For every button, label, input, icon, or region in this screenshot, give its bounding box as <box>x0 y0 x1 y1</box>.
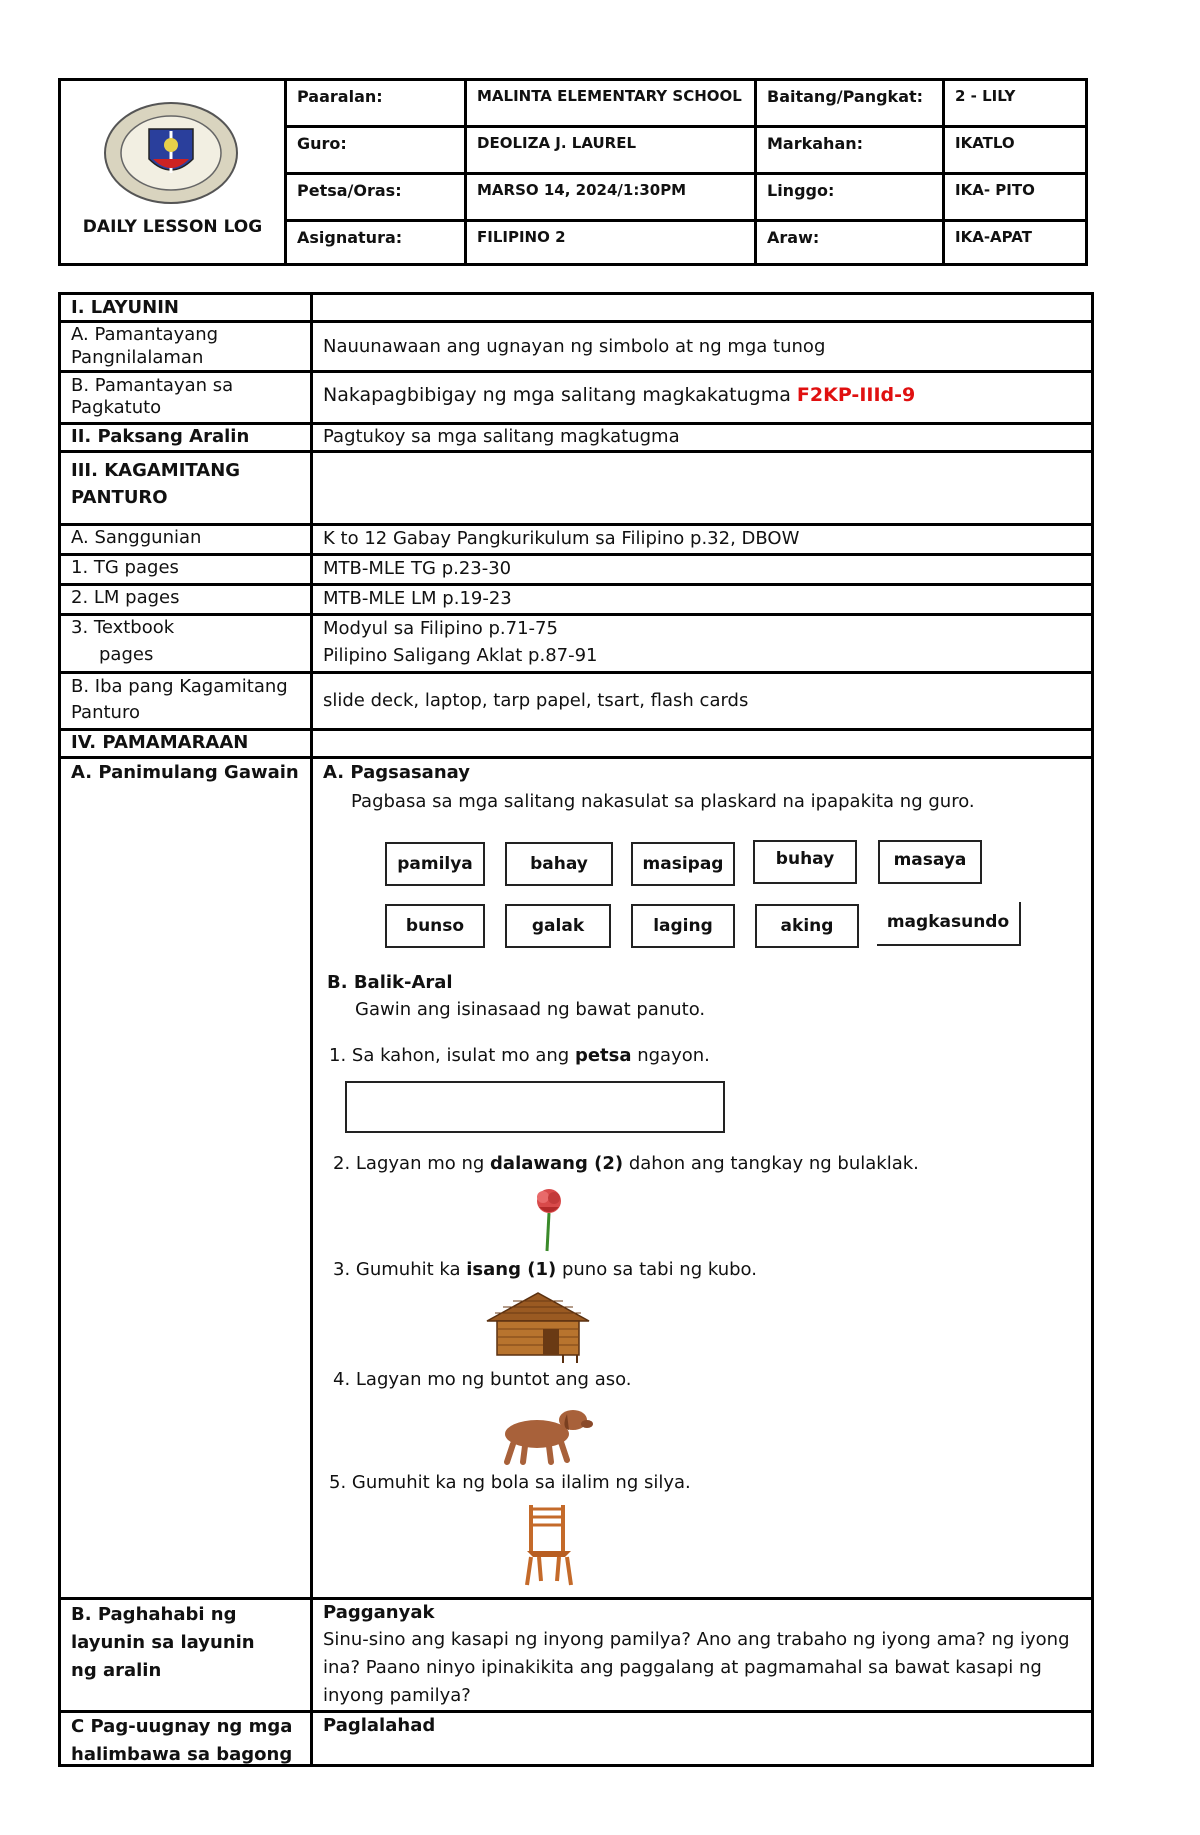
label-markahan: Markahan: <box>757 128 945 175</box>
flashcard-word: bahay <box>505 842 613 886</box>
value-markahan: IKATLO <box>945 128 1085 175</box>
flashcard-word: masipag <box>631 842 735 886</box>
flashcard-word: bunso <box>385 904 485 948</box>
flashcard-word: pamilya <box>385 842 485 886</box>
pagkatuto-text: Nakapagbibigay ng mga salitang magkakatugma <box>323 384 791 406</box>
pagganyak-title: Pagganyak <box>323 1602 435 1623</box>
section-kagamitang-panturo: III. KAGAMITANG PANTURO <box>71 460 241 508</box>
deped-seal-icon <box>103 101 239 205</box>
value-textbook-1: Modyul sa Filipino p.71-75 <box>323 618 558 639</box>
label-guro: Guro: <box>287 128 467 175</box>
pagganyak-text: Sinu-sino ang kasapi ng inyong pamilya? Ano ang trabaho ng iyong ama? ng iyong ina? Paano ninyo ipinakikita ang paggalang at pagmamahal sa bawat kasapi ng inyong pamilya? <box>323 1629 1070 1706</box>
label-tg-pages: 1. TG pages <box>71 557 179 578</box>
column-divider <box>310 295 313 1764</box>
label-linggo: Linggo: <box>757 175 945 222</box>
flashcard-word: buhay <box>753 840 857 884</box>
item-bold: isang (1) <box>466 1259 557 1280</box>
value-petsa: MARSO 14, 2024/1:30PM <box>467 175 757 222</box>
label-textbook: 3. Textbook <box>71 617 175 638</box>
section-layunin: I. LAYUNIN <box>71 297 179 318</box>
balik-aral-item-3 <box>333 1256 1093 1283</box>
item-bold: dalawang (2) <box>490 1153 624 1174</box>
item-text: puno sa tabi ng kubo. <box>556 1259 757 1280</box>
item-text: 2. Lagyan mo ng <box>333 1153 491 1174</box>
item-text: 3. Gumuhit ka <box>333 1259 467 1280</box>
label-paguugnay: C Pag-uugnay ng mga halimbawa sa bagong <box>71 1716 293 1765</box>
flashcard-word: laging <box>631 904 735 948</box>
balik-aral-item-1 <box>329 1042 1089 1069</box>
label-panimulang-gawain: A. Panimulang Gawain <box>71 762 299 783</box>
hut-icon <box>483 1291 593 1363</box>
header-table <box>58 78 1088 266</box>
doc-title: DAILY LESSON LOG <box>82 217 263 237</box>
label-pamantayan-pagkatuto: B. Pamantayan sa Pagkatuto <box>71 375 234 418</box>
chair-icon <box>519 1501 579 1587</box>
label-araw: Araw: <box>757 222 945 263</box>
flashcard-word: magkasundo <box>877 902 1021 946</box>
value-iba-pang-kagamitan: slide deck, laptop, tarp papel, tsart, flash cards <box>323 690 749 711</box>
item-bold: petsa <box>574 1045 632 1066</box>
value-pamantayang-pangnilalaman: Nauunawaan ang ugnayan ng simbolo at ng mga tunog <box>323 336 826 357</box>
flashcard-word: galak <box>505 904 611 948</box>
label-baitang: Baitang/Pangkat: <box>757 81 945 128</box>
label-petsa: Petsa/Oras: <box>287 175 467 222</box>
value-textbook-2: Pilipino Saligang Aklat p.87-91 <box>323 645 598 666</box>
label-lm-pages: 2. LM pages <box>71 587 180 608</box>
row-divider <box>61 370 1091 373</box>
label-asignatura: Asignatura: <box>287 222 467 263</box>
item-text: dahon ang tangkay ng bulaklak. <box>623 1153 919 1174</box>
value-guro: DEOLIZA J. LAUREL <box>467 128 757 175</box>
value-paksang-aralin: Pagtukoy sa mga salitang magkatugma <box>323 426 680 447</box>
value-asignatura: FILIPINO 2 <box>467 222 757 263</box>
value-baitang: 2 - LILY <box>945 81 1085 128</box>
paglalahad-title: Paglalahad <box>323 1715 436 1736</box>
row-divider <box>61 450 1091 453</box>
label-pamantayang-pangnilalaman: A. Pamantayang Pangnilalaman <box>71 324 219 368</box>
label-sanggunian: A. Sanggunian <box>71 527 202 548</box>
lesson-table <box>58 292 1094 1767</box>
flashcard-word: masaya <box>878 840 982 884</box>
value-tg-pages: MTB-MLE TG p.23-30 <box>323 558 512 579</box>
balik-aral-item-2 <box>333 1150 1093 1177</box>
value-paaralan: MALINTA ELEMENTARY SCHOOL <box>467 81 757 128</box>
section-pamamaraan: IV. PAMAMARAAN <box>71 732 249 753</box>
value-lm-pages: MTB-MLE LM p.19-23 <box>323 588 512 609</box>
label-paaralan: Paaralan: <box>287 81 467 128</box>
logo-cell <box>61 81 287 263</box>
competency-code: F2KP-IIId-9 <box>796 384 916 406</box>
value-pamantayan-pagkatuto <box>323 382 1083 409</box>
flower-stem-icon <box>527 1187 571 1253</box>
item-text: 1. Sa kahon, isulat mo ang <box>329 1045 575 1066</box>
balik-aral-instruction: Gawin ang isinasaad ng bawat panuto. <box>355 999 706 1020</box>
section-paksang-aralin: II. Paksang Aralin <box>71 426 250 447</box>
date-answer-box[interactable] <box>345 1081 725 1133</box>
value-araw: IKA-APAT <box>955 228 1032 246</box>
dog-icon <box>489 1400 593 1466</box>
balik-aral-item-5: 5. Gumuhit ka ng bola sa ilalim ng silya. <box>329 1472 691 1493</box>
item-text: ngayon. <box>631 1045 710 1066</box>
pagsasanay-title: A. Pagsasanay <box>323 762 470 783</box>
pagsasanay-instruction: Pagbasa sa mga salitang nakasulat sa plaskard na ipapakita ng guro. <box>351 791 975 812</box>
label-textbook-pages: pages <box>99 644 154 665</box>
label-iba-pang-kagamitan: B. Iba pang Kagamitang Panturo <box>71 676 288 723</box>
label-paghahabi: B. Paghahabi ng layunin sa layunin ng aralin <box>71 1604 255 1681</box>
value-linggo: IKA- PITO <box>945 175 1085 222</box>
flashcard-word: aking <box>755 904 859 948</box>
value-sanggunian: K to 12 Gabay Pangkurikulum sa Filipino p.32, DBOW <box>323 528 800 549</box>
balik-aral-title: B. Balik-Aral <box>327 972 453 993</box>
balik-aral-item-4: 4. Lagyan mo ng buntot ang aso. <box>333 1369 632 1390</box>
